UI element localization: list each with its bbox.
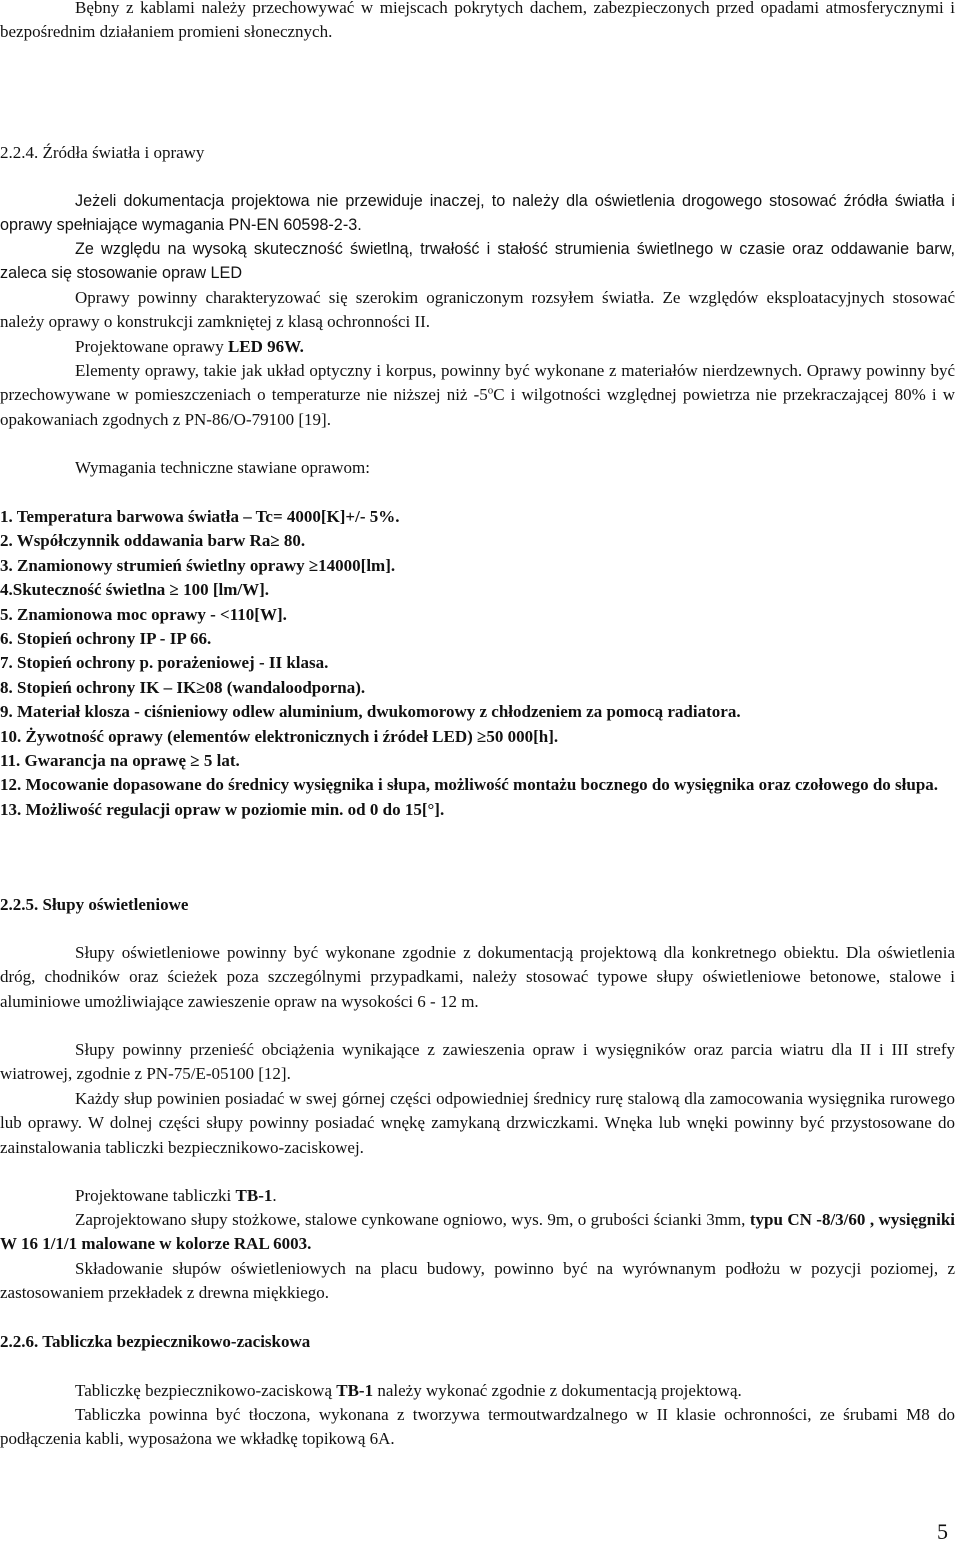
- poles-paragraph-3: Każdy słup powinien posiadać w swej górnej części odpowiedniej średnicy rurę stalową dla zamocowania wysięgnika rurowego lub oprawy. W dolnej części słupy powinny posiadać wnękę zamykaną drzwiczkami. Wnęka lub wnęki powinny być przystosowane do zainstalowania tabliczki bezpiecznikowo-zaciskowej.: [0, 1089, 955, 1157]
- requirement-item: 12. Mocowanie dopasowane do średnicy wysięgnika i słupa, możliwość montażu bocznego do wysięgnika oraz czołowego do słupa.: [0, 775, 939, 795]
- lights-paragraph-4: [0, 335, 955, 359]
- requirement-item: 9. Materiał klosza - ciśnieniowy odlew aluminium, dwukomorowy z chłodzeniem za pomocą radiatora.: [0, 702, 741, 722]
- storage-paragraph: Bębny z kablami należy przechowywać w miejscach pokrytych dachem, zabezpieczonych przed opadami atmosferycznymi i bezpośrednim działaniem promieni słonecznych.: [0, 0, 955, 42]
- plate-paragraph-1-b: należy wykonać zgodnie z dokumentacją projektową.: [373, 1381, 742, 1400]
- plate-paragraph-1: [0, 1379, 955, 1403]
- projected-plates-model: TB-1: [235, 1186, 273, 1205]
- lights-paragraph-3: [0, 286, 955, 335]
- projected-luminaire-model: LED 96W.: [227, 337, 304, 356]
- degree-sup: o: [487, 384, 494, 397]
- poles-paragraph-4: [0, 1184, 955, 1208]
- requirement-item: 1. Temperatura barwowa światła – Tc= 4000[K]+/- 5%.: [0, 507, 400, 526]
- lights-paragraph-3-text: Oprawy powinny charakteryzować się szerokim ograniczonym rozsyłem światła. Ze względów eksploatacyjnych stosować należy oprawy o konstrukcji zamkniętej z klasą ochronności II.: [0, 288, 955, 332]
- requirement-item: 2. Współczynnik oddawania barw Ra≥ 80.: [0, 531, 306, 551]
- lights-paragraph-5-b: C i wilgotności względnej powietrza nie przekraczającej 80% i w opakowaniach zgodnych z PN-86/O-79100 [19].: [0, 385, 955, 429]
- plate-model: TB-1: [336, 1381, 374, 1400]
- lights-paragraph-2: Ze względu na wysoką skuteczność świetlną, trwałość i stałość strumienia świetlnego w czasie oraz oddawanie barw, zaleca się stosowanie opraw LED: [0, 240, 955, 283]
- requirement-item: 7. Stopień ochrony p. porażeniowej - II klasa.: [0, 653, 329, 673]
- requirement-item: 5. Znamionowa moc oprawy - <110[W].: [0, 604, 287, 624]
- requirement-item: 6. Stopień ochrony IP - IP 66.: [0, 629, 212, 649]
- plate-paragraph-2: Tabliczka powinna być tłoczona, wykonana z tworzywa termoutwardzalnego w II klasie ochronności, ze śrubami M8 do podłączenia kabli, wyposażona we wkładkę topikową 6A.: [0, 1405, 955, 1449]
- section-heading-225: 2.2.5. Słupy oświetleniowe: [0, 895, 189, 914]
- page-number: 5: [937, 1519, 948, 1544]
- lights-paragraph-5: [0, 359, 955, 432]
- requirement-item: 4.Skuteczność świetlna ≥ 100 [lm/W].: [0, 580, 270, 600]
- section-heading-224: 2.2.4. Źródła światła i oprawy: [0, 143, 205, 162]
- requirement-item: 3. Znamionowy strumień świetlny oprawy ≥14000[lm].: [0, 555, 396, 575]
- section-heading-226: 2.2.6. Tabliczka bezpiecznikowo-zaciskowa: [0, 1332, 311, 1351]
- lights-paragraph-5-a: Elementy oprawy, takie jak układ optyczny i korpus, powinny być wykonane z materiałów nierdzewnych. Oprawy powinny być przechowywane w pomieszczeniach o temperaturze nie niższej niż -5: [0, 361, 955, 405]
- poles-paragraph-5-a: Zaprojektowano słupy stożkowe, stalowe cynkowane ogniowo, wys. 9m, o grubości ścianki 3mm,: [75, 1210, 750, 1229]
- projected-plates-suffix: .: [272, 1186, 277, 1205]
- plate-paragraph-1-a: Tabliczkę bezpiecznikowo-zaciskową: [75, 1381, 337, 1400]
- projected-plates-label: Projektowane tabliczki: [75, 1186, 236, 1205]
- requirements-title: Wymagania techniczne stawiane oprawom:: [75, 458, 370, 477]
- requirement-item: 10. Żywotność oprawy (elementów elektronicznych i źródeł LED) ≥50 000[h].: [0, 726, 559, 746]
- projected-luminaire-label: Projektowane oprawy: [75, 337, 228, 356]
- poles-paragraph-2: Słupy powinny przenieść obciążenia wynikające z zawieszenia opraw i wysięgników oraz parcia wiatru dla II i III strefy wiatrowej, zgodnie z PN-75/E-05100 [12].: [0, 1040, 955, 1084]
- poles-paragraph-5: [0, 1208, 955, 1257]
- requirements-list: [0, 505, 955, 822]
- lights-paragraph-1: Jeżeli dokumentacja projektowa nie przewiduje inaczej, to należy dla oświetlenia drogowego stosować źródła światła i oprawy spełniające wymagania PN-EN 60598-2-3.: [0, 192, 955, 235]
- requirement-item: 11. Gwarancja na oprawę ≥ 5 lat.: [0, 751, 240, 771]
- poles-paragraph-6: Składowanie słupów oświetleniowych na placu budowy, powinno być na wyrównanym podłożu w pozycji poziomej, z zastosowaniem przekładek z drewna miękkiego.: [0, 1259, 955, 1303]
- requirement-item: 13. Możliwość regulacji opraw w poziomie min. od 0 do 15[°].: [0, 799, 445, 819]
- poles-paragraph-1: Słupy oświetleniowe powinny być wykonane zgodnie z dokumentacją projektową dla konkretnego obiektu. Dla oświetlenia dróg, chodników oraz ścieżek poza szczególnymi przypadkami, należy stosować typowe słupy oświetleniowe betonowe, stalowe i aluminiowe umożliwiające zawieszenie opraw na wysokości 6 - 12 m.: [0, 943, 955, 1011]
- requirement-item: 8. Stopień ochrony IK – IK≥08 (wandaloodporna).: [0, 677, 366, 697]
- poles-type-spec: typu CN -8/3/60 , wysięgniki W 16 1/1/1 malowane w kolorze RAL 6003.: [0, 1210, 955, 1254]
